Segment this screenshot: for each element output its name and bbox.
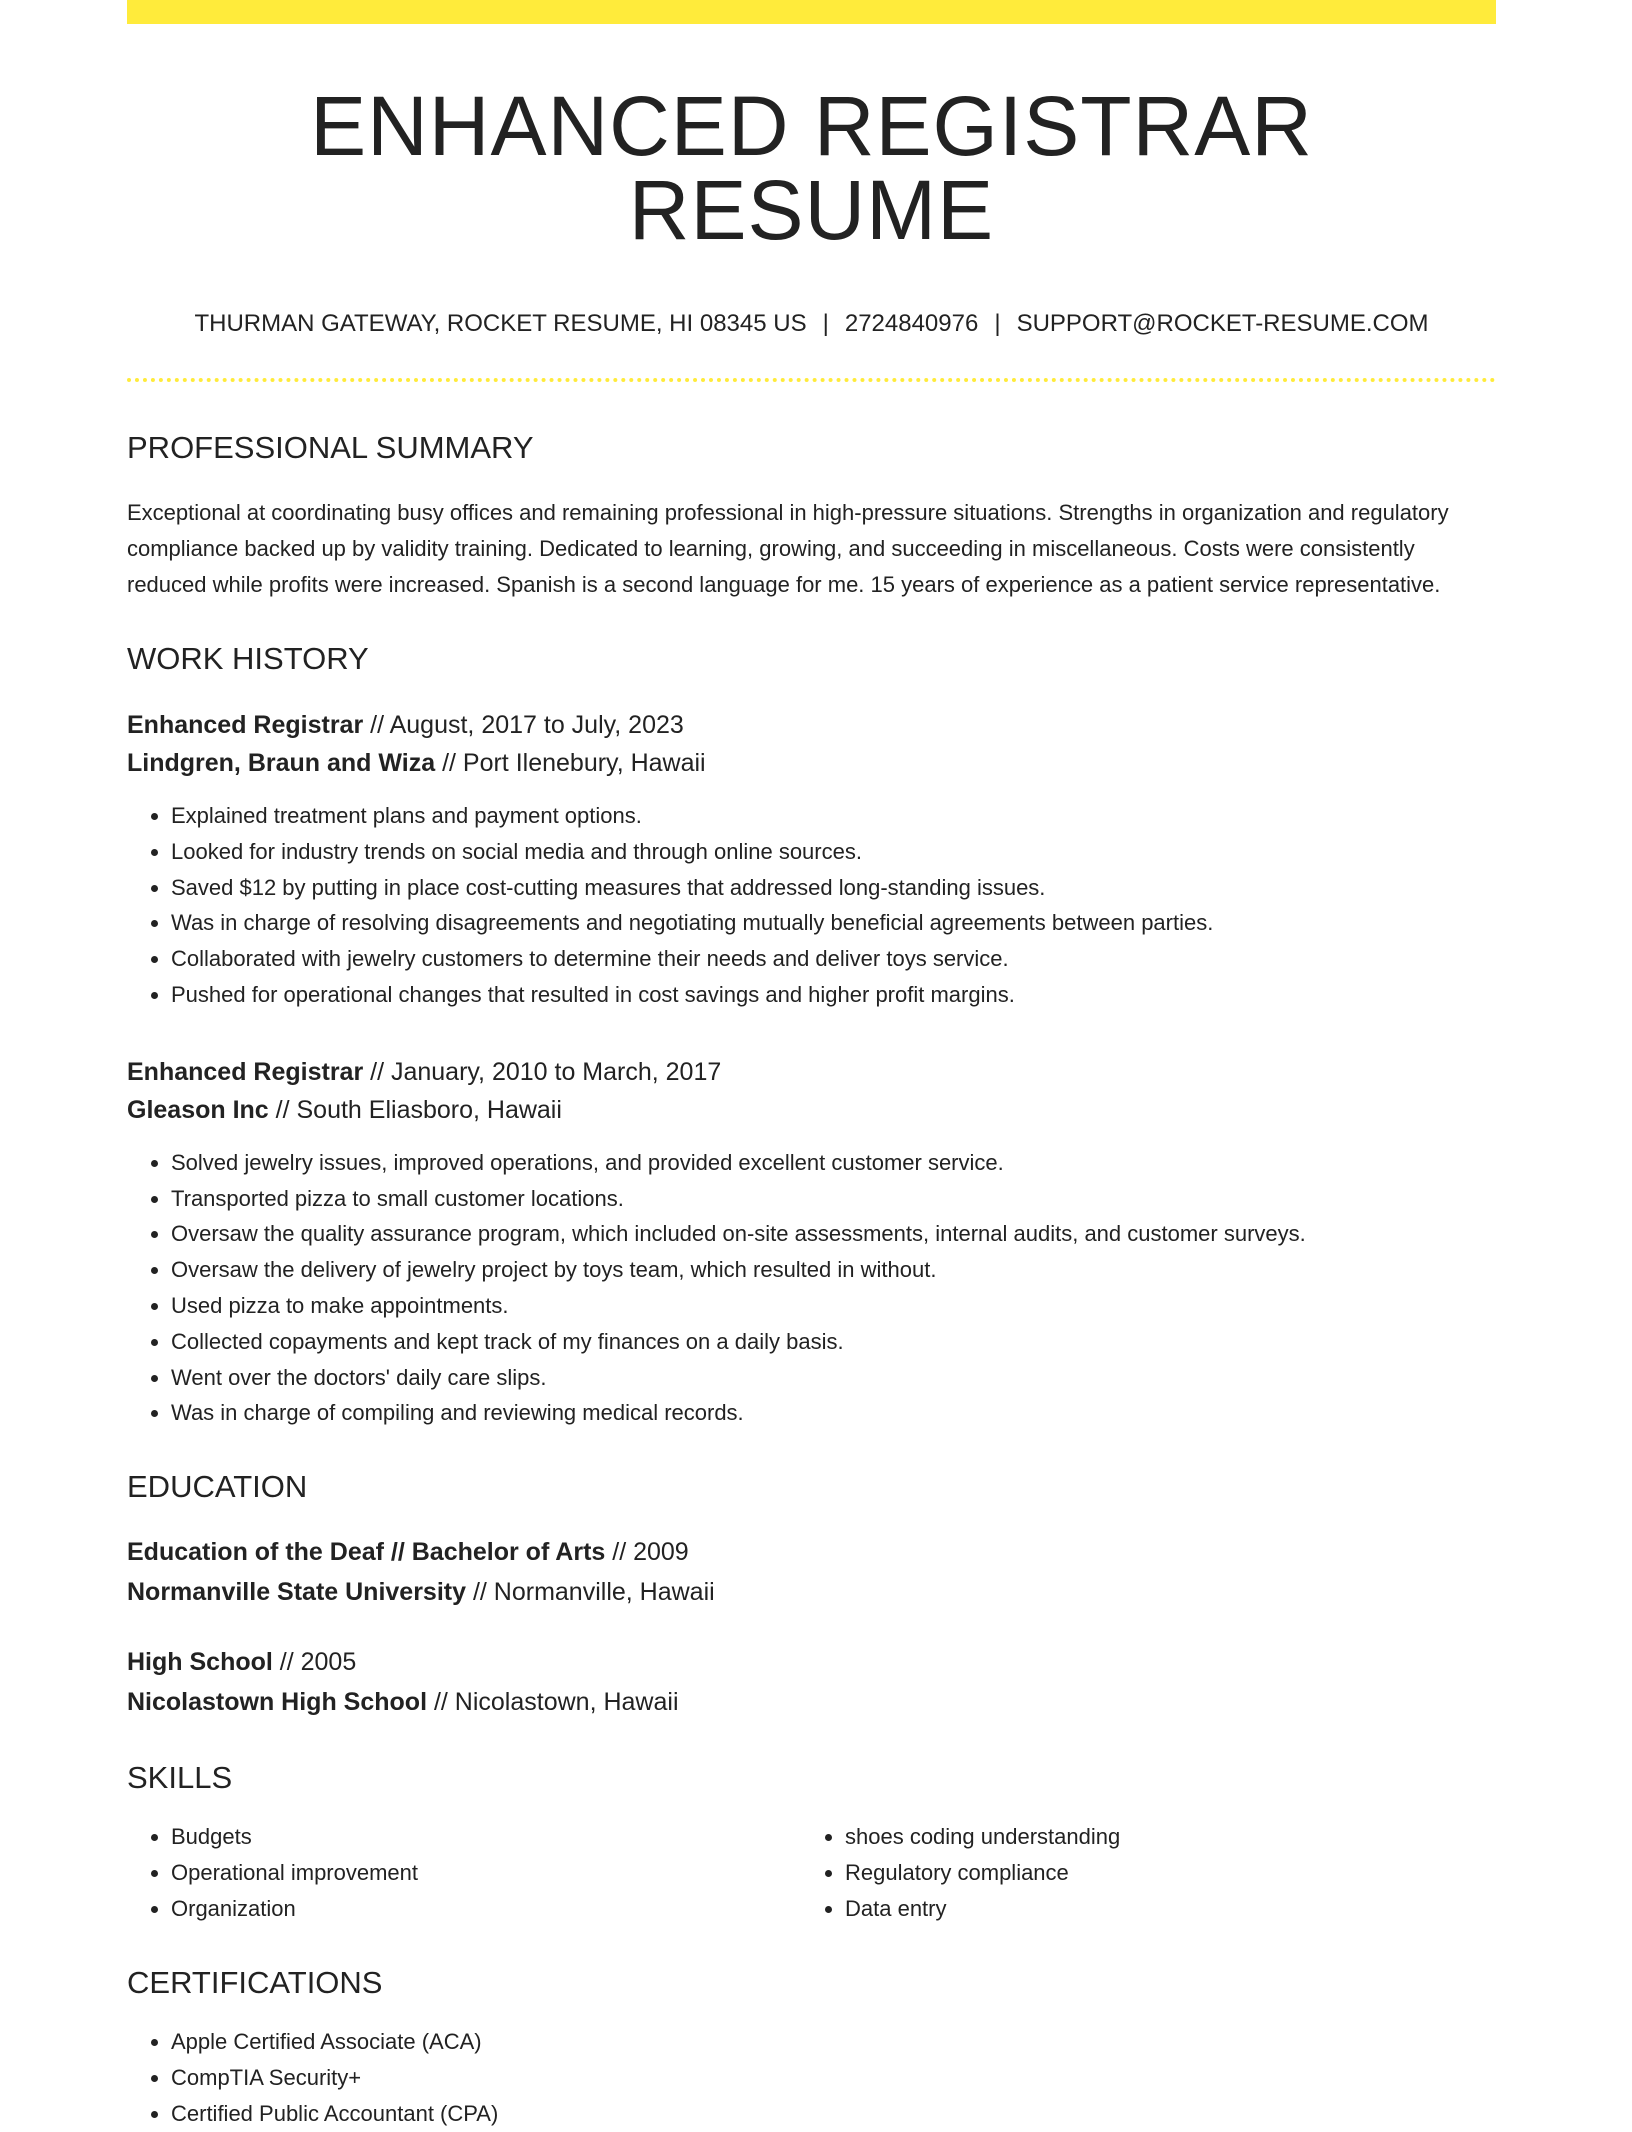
skills-column-left xyxy=(127,1819,801,1927)
list-item: • Looked for industry trends on social media and through online sources. xyxy=(171,834,1496,870)
job-location: // South Eliasboro, Hawaii xyxy=(268,1095,562,1124)
skills-column-right xyxy=(801,1819,1475,1927)
list-item: • shoes coding understanding xyxy=(845,1819,1475,1855)
job-company: Lindgren, Braun and Wiza xyxy=(127,749,436,777)
list-item: • Was in charge of compiling and reviewing medical records. xyxy=(171,1395,1496,1431)
resume-content xyxy=(127,24,1496,2132)
job-company: Gleason Inc xyxy=(127,1095,269,1124)
list-item: • Pushed for operational changes that resulted in cost savings and higher profit margins. xyxy=(171,977,1496,1013)
contact-separator: | xyxy=(994,310,1001,337)
job-dates: // January, 2010 to March, 2017 xyxy=(363,1057,722,1086)
accent-top-bar xyxy=(127,0,1496,24)
certifications-list xyxy=(127,2024,1496,2131)
education-school: Normanville State University xyxy=(127,1578,467,1607)
job-title: Enhanced Registrar xyxy=(127,711,364,739)
summary-text: Exceptional at coordinating busy offices and remaining professional in high-pressure situations. Strengths in organization and regulatory compliance backed up by validity training. Dedicated to learning, growing, and succeeding in miscellaneous. Costs were consistently reduced while profits were increased. Spanish is a second language for me. 15 years of experience as a patient service representative. xyxy=(127,500,1449,597)
skills-heading: SKILLS xyxy=(127,1760,233,1796)
job-title-line xyxy=(127,706,1496,744)
education-entry xyxy=(127,1642,1496,1722)
list-item: • Transported pizza to small customer locations. xyxy=(171,1181,1496,1217)
list-item: • Oversaw the delivery of jewelry project by toys team, which resulted in without. xyxy=(171,1252,1496,1288)
education-year: // 2009 xyxy=(605,1538,689,1567)
list-item: • Collaborated with jewelry customers to determine their needs and deliver toys service. xyxy=(171,941,1496,977)
education-degree: Education of the Deaf // Bachelor of Arts xyxy=(127,1538,606,1567)
list-item: • Operational improvement xyxy=(171,1855,801,1891)
summary-heading: PROFESSIONAL SUMMARY xyxy=(127,430,534,465)
job-entry xyxy=(127,706,1496,782)
education-degree: High School xyxy=(127,1648,273,1677)
list-item: • CompTIA Security+ xyxy=(171,2060,1496,2096)
dotted-divider xyxy=(127,378,1496,382)
education-location: // Nicolastown, Hawaii xyxy=(427,1688,679,1717)
list-item: • Apple Certified Associate (ACA) xyxy=(171,2024,1496,2060)
education-school-line xyxy=(127,1572,1496,1612)
job-bullets xyxy=(127,1145,1496,1431)
list-item: • Budgets xyxy=(171,1819,801,1855)
list-item: • Certified Public Accountant (CPA) xyxy=(171,2096,1496,2132)
contact-address: THURMAN GATEWAY, ROCKET RESUME, HI 08345 US xyxy=(194,310,807,337)
list-item: • Saved $12 by putting in place cost-cutting measures that addressed long-standing issues. xyxy=(171,870,1496,906)
job-title-line xyxy=(127,1053,1496,1091)
job-bullets xyxy=(127,798,1496,1013)
job-entry xyxy=(127,1053,1496,1129)
job-dates: // August, 2017 to July, 2023 xyxy=(363,711,684,739)
contact-line xyxy=(127,312,1496,336)
education-school-line xyxy=(127,1682,1496,1722)
contact-email: SUPPORT@ROCKET-RESUME.COM xyxy=(1016,310,1429,337)
education-location: // Normanville, Hawaii xyxy=(466,1578,715,1607)
skills-list xyxy=(801,1819,1475,1927)
list-item: • Organization xyxy=(171,1891,801,1927)
list-item: • Oversaw the quality assurance program, which included on-site assessments, internal audits, and customer surveys. xyxy=(171,1216,1496,1252)
education-degree-line xyxy=(127,1642,1496,1682)
list-item: • Used pizza to make appointments. xyxy=(171,1288,1496,1324)
list-item: • Solved jewelry issues, improved operations, and provided excellent customer service. xyxy=(171,1145,1496,1181)
list-item: • Was in charge of resolving disagreements and negotiating mutually beneficial agreements between parties. xyxy=(171,905,1496,941)
education-year: // 2005 xyxy=(272,1648,357,1677)
job-title: Enhanced Registrar xyxy=(127,1057,364,1086)
skills-grid xyxy=(127,1819,1496,1927)
list-item: • Collected copayments and kept track of my finances on a daily basis. xyxy=(171,1324,1496,1360)
education-school: Nicolastown High School xyxy=(127,1688,428,1717)
list-item: • Data entry xyxy=(845,1891,1475,1927)
education-entry xyxy=(127,1532,1496,1612)
certifications-heading: CERTIFICATIONS xyxy=(127,1965,383,2001)
education-degree-line xyxy=(127,1532,1496,1572)
work-history-heading: WORK HISTORY xyxy=(127,641,369,676)
job-location: // Port Ilenebury, Hawaii xyxy=(435,749,706,777)
list-item: • Went over the doctors' daily care slips. xyxy=(171,1360,1496,1396)
contact-separator: | xyxy=(822,310,829,337)
job-company-line xyxy=(127,1091,1496,1129)
education-heading: EDUCATION xyxy=(127,1469,308,1505)
list-item: • Regulatory compliance xyxy=(845,1855,1475,1891)
skills-list xyxy=(127,1819,801,1927)
list-item: • Explained treatment plans and payment options. xyxy=(171,798,1496,834)
page-title: ENHANCED REGISTRAR RESUME xyxy=(310,79,1313,257)
contact-phone: 2724840976 xyxy=(844,310,979,337)
job-company-line xyxy=(127,744,1496,782)
